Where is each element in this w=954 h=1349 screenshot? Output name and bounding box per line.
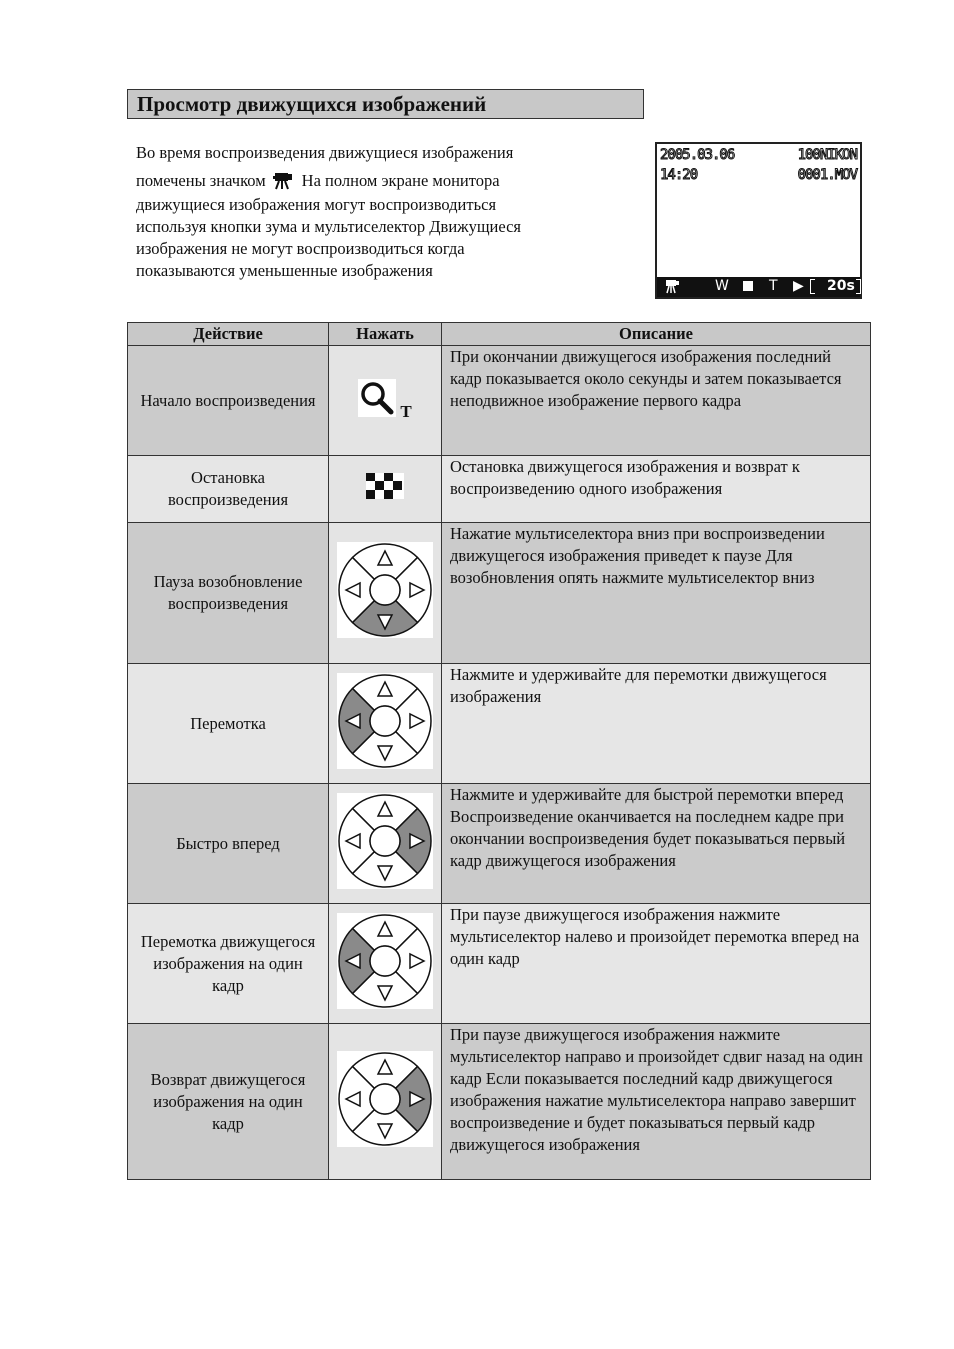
action-cell: Остановка воспроизведения bbox=[128, 456, 329, 523]
press-cell bbox=[329, 904, 442, 1024]
intro-line-3: движущиеся изображения могут воспроизводиться bbox=[136, 195, 497, 214]
movie-camera-icon bbox=[663, 279, 681, 295]
description-cell: Нажмите и удерживайте для перемотки движущегося изображения bbox=[442, 664, 871, 784]
description-cell: Нажатие мультиселектора вниз при воспроизведении движущегося изображения приведет к паузе Для возобновления опять нажмите мультиселектор вниз bbox=[442, 523, 871, 664]
description-cell: Нажмите и удерживайте для быстрой перемотки вперед Воспроизведение оканчивается на последнем кадре при окончании воспроизведения будет показываться первый кадр движущегося изображения bbox=[442, 784, 871, 904]
press-cell bbox=[329, 1024, 442, 1180]
table-row bbox=[128, 784, 871, 904]
table-header-row bbox=[128, 323, 871, 346]
press-cell bbox=[329, 456, 442, 523]
header-action: Действие bbox=[128, 323, 329, 346]
action-cell: Возврат движущегося изображения на один кадр bbox=[128, 1024, 329, 1180]
page-title: Просмотр движущихся изображений bbox=[137, 92, 487, 116]
zoom-t-label: T bbox=[769, 278, 778, 294]
press-cell bbox=[329, 664, 442, 784]
intro-line-4: используя кнопки зума и мультиселектор Движущиеся bbox=[136, 217, 522, 236]
action-cell: Быстро вперед bbox=[128, 784, 329, 904]
table-row bbox=[128, 1024, 871, 1180]
multi-selector-right-icon bbox=[337, 793, 433, 895]
description-cell: При паузе движущегося изображения нажмите мультиселектор направо и произойдет сдвиг назад на один кадр Если показывается последний кадр движущегося изображения нажатие мультиселектора направо завершит воспроизведение и будет показываться первый кадр движущегося изображения bbox=[442, 1024, 871, 1180]
press-cell bbox=[329, 346, 442, 456]
multi-selector-left-icon bbox=[337, 913, 433, 1015]
action-cell: Перемотка bbox=[128, 664, 329, 784]
zoom-tele-icon bbox=[358, 379, 396, 423]
duration-label: 20s bbox=[827, 278, 855, 294]
table-row bbox=[128, 523, 871, 664]
action-cell: Пауза возобновление воспроизведения bbox=[128, 523, 329, 664]
movie-camera-icon bbox=[272, 171, 294, 193]
zoom-t-letter: T bbox=[400, 401, 412, 421]
header-press: Нажать bbox=[329, 323, 442, 346]
bracket-right bbox=[856, 279, 861, 294]
header-description: Описание bbox=[442, 323, 871, 346]
table-row bbox=[128, 904, 871, 1024]
monitor-date: 2005.03.06 bbox=[660, 147, 735, 163]
description-cell: Остановка движущегося изображения и возврат к воспроизведению одного изображения bbox=[442, 456, 871, 523]
multi-selector-right-icon bbox=[337, 1051, 433, 1153]
table-row bbox=[128, 664, 871, 784]
multi-selector-down-icon bbox=[337, 542, 433, 644]
action-cell: Начало воспроизведения bbox=[128, 346, 329, 456]
press-cell bbox=[329, 523, 442, 664]
intro-line-2 bbox=[136, 164, 616, 194]
intro-line-1: Во время воспроизведения движущиеся изображения bbox=[136, 143, 514, 162]
description-cell: При окончании движущегося изображения последний кадр показывается около секунды и затем показывается неподвижное изображение первого кадра bbox=[442, 346, 871, 456]
intro-line-6: показываются уменьшенные изображения bbox=[136, 261, 433, 280]
zoom-w-label: W bbox=[715, 278, 729, 294]
section-title-box bbox=[127, 89, 644, 119]
intro-paragraph bbox=[136, 142, 616, 282]
monitor-file: 0001.MOV bbox=[797, 167, 857, 183]
intro-line-5: изображения не могут воспроизводиться когда bbox=[136, 239, 465, 258]
description-cell: При паузе движущегося изображения нажмите мультиселектор налево и произойдет перемотка вперед на один кадр bbox=[442, 904, 871, 1024]
playback-controls-table bbox=[127, 322, 871, 1180]
monitor-status-bar bbox=[657, 277, 860, 297]
monitor-folder: 100NIKON bbox=[797, 147, 857, 163]
monitor-preview bbox=[655, 142, 862, 299]
play-icon: ▶ bbox=[793, 278, 804, 294]
bracket-left bbox=[810, 279, 815, 294]
monitor-time: 14:20 bbox=[660, 167, 698, 183]
intro-line-2-end: На полном экране монитора bbox=[301, 171, 500, 190]
thumbnail-icon bbox=[366, 473, 404, 505]
press-cell bbox=[329, 784, 442, 904]
table-row bbox=[128, 346, 871, 456]
intro-line-2-start: помечены значком bbox=[136, 171, 266, 190]
multi-selector-left-icon bbox=[337, 673, 433, 775]
action-cell: Перемотка движущегося изображения на один кадр bbox=[128, 904, 329, 1024]
table-row bbox=[128, 456, 871, 523]
stop-square-icon bbox=[743, 281, 753, 291]
